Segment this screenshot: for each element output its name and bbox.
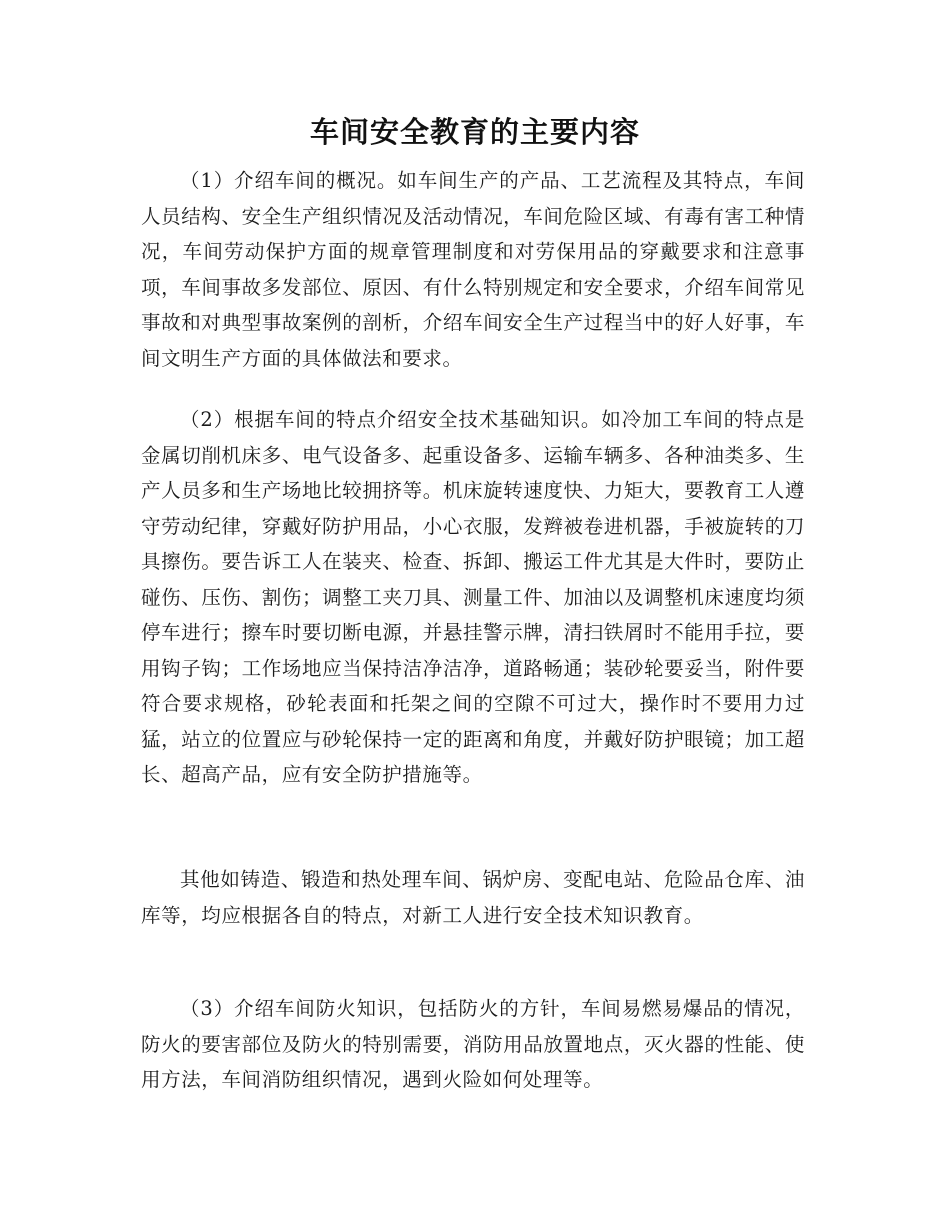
- paragraph-safety-technical-knowledge: （2）根据车间的特点介绍安全技术基础知识。如冷加工车间的特点是金属切削机床多、电气设备多、起重设备多、运输车辆多、各种油类多、生产人员多和生产场地比较拥挤等。机床旋转速度快、力矩大，要教育工人遵守劳动纪律，穿戴好防护用品，小心衣服，发辫被卷进机器，手被旋转的刀具擦伤。要告诉工人在装夹、检查、拆卸、搬运工件尤其是大件时，要防止碰伤、压伤、割伤；调整工夹刀具、测量工件、加油以及调整机床速度均须停车进行；擦车时要切断电源，并悬挂警示牌，清扫铁屑时不能用手拉，要用钩子钩；工作场地应当保持洁净洁净，道路畅通；装砂轮要妥当，附件要符合要求规格，砂轮表面和托架之间的空隙不可过大，操作时不要用力过猛，站立的位置应与砂轮保持一定的距离和角度，并戴好防护眼镜；加工超长、超高产品，应有安全防护措施等。: [141, 408, 805, 786]
- paragraph-workshop-overview: （1）介绍车间的概况。如车间生产的产品、工艺流程及其特点，车间人员结构、安全生产组织情况及活动情况，车间危险区域、有毒有害工种情况，车间劳动保护方面的规章管理制度和对劳保用品的穿戴要求和注意事项，车间事故多发部位、原因、有什么特别规定和安全要求，介绍车间常见事故和对典型事故案例的剖析，介绍车间安全生产过程当中的好人好事，车间文明生产方面的具体做法和要求。: [141, 169, 805, 370]
- page-title: 车间安全教育的主要内容: [309, 115, 640, 149]
- paragraph-fire-prevention: （3）介绍车间防火知识，包括防火的方针，车间易燃易爆品的情况，防火的要害部位及防火的特别需要，消防用品放置地点，灭火器的性能、使用方法，车间消防组织情况，遇到火险如何处理等。: [141, 997, 805, 1091]
- paragraph-other-workshops: 其他如铸造、锻造和热处理车间、锅炉房、变配电站、危险品仓库、油库等，均应根据各自的特点，对新工人进行安全技术知识教育。: [141, 868, 805, 927]
